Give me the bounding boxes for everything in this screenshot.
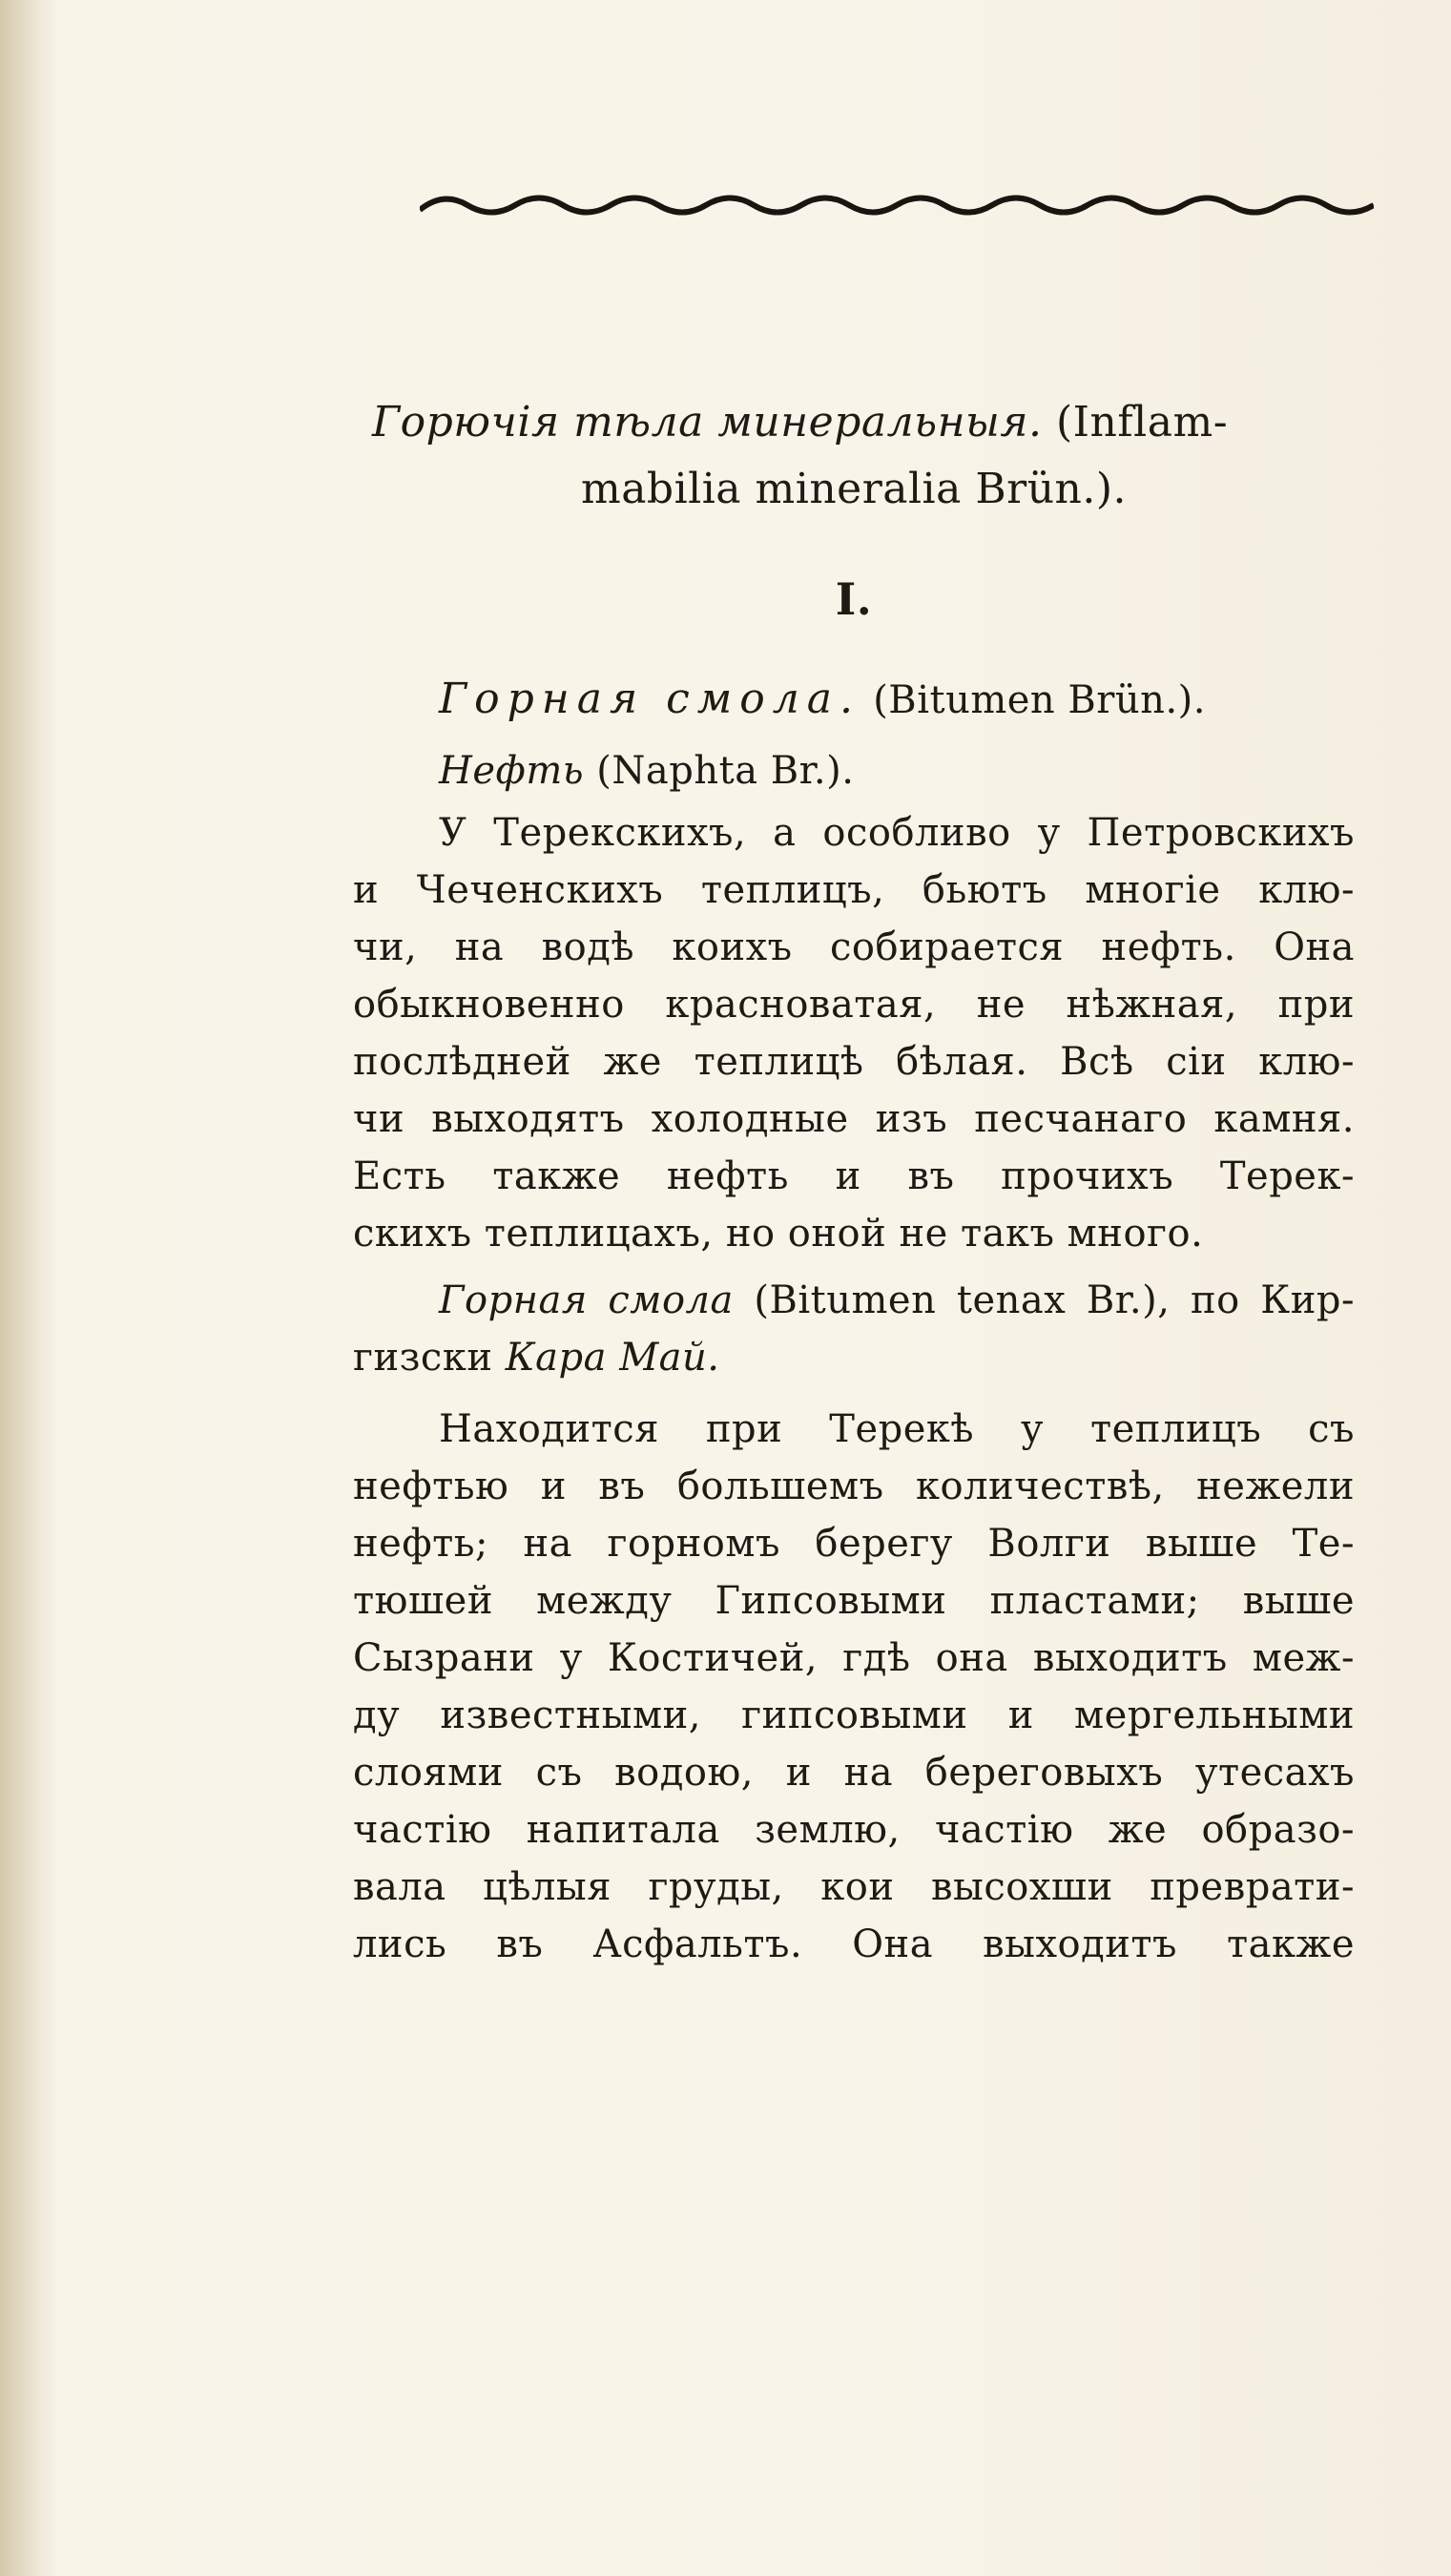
paragraph1-line: послѣдней же теплицѣ бѣлая. Всѣ сіи клю- (353, 1040, 1355, 1084)
kirgiz-prefix: гизски (353, 1336, 506, 1380)
heading-line-2: mabilia mineralia Brün.). (580, 465, 1128, 513)
paragraph2-line: слоями съ водою, и на береговыхъ утесахъ (353, 1751, 1355, 1795)
paragraph1-line: обыкновенно красноватая, не нѣжная, при (353, 983, 1355, 1027)
paragraph1-line: и Чеченскихъ теплицъ, бьютъ многіе клю- (353, 868, 1355, 912)
naphta-term: Нефть (439, 749, 585, 793)
paragraph2-line: нефтью и въ большемъ количествѣ, нежели (353, 1465, 1355, 1508)
subheading-russian: Горная смола. (439, 675, 860, 723)
naphta-latin: (Naphta Br.). (584, 749, 855, 793)
paragraph2-line: Сызрани у Костичей, гдѣ она выходитъ меж- (353, 1636, 1355, 1680)
paragraph2-line: вала цѣлыя груды, кои высохши преврати- (353, 1865, 1355, 1909)
paragraph2-line: Находится при Терекѣ у теплицъ съ (439, 1407, 1355, 1451)
bitumen-heading (353, 1274, 1355, 1327)
paragraph2-line: ду известными, гипсовыми и мергельными (353, 1693, 1355, 1737)
kirgiz-name: Кара Май. (505, 1336, 720, 1380)
paragraph2-line: нефть; на горномъ берегу Волги выше Те- (353, 1522, 1355, 1566)
paragraph1-line: чи, на водѣ коихъ собирается нефть. Она (353, 925, 1355, 969)
kirgiz-line (353, 1331, 1355, 1384)
page-gutter-shadow (0, 0, 57, 2576)
heading-russian: Горючія тѣла минеральныя. (372, 398, 1043, 447)
bitumen-rest: (Bitumen tenax Br.), по Кир- (733, 1278, 1355, 1322)
heading-line-1 (372, 396, 1374, 449)
paragraph1-line: Есть также нефть и въ прочихъ Терек- (353, 1154, 1355, 1198)
bitumen-term: Горная смола (439, 1278, 734, 1322)
paragraph2-line: тюшей между Гипсовыми пластами; выше (353, 1579, 1355, 1623)
paragraph2-line: частію напитала землю, частію же образо- (353, 1808, 1355, 1852)
paragraph1-line: У Терекскихъ, а особливо у Петровскихъ (439, 811, 1355, 855)
section-number: I. (835, 573, 873, 625)
subheading (353, 673, 1355, 727)
subheading-latin: (Bitumen Brün.). (860, 678, 1206, 722)
naphta-heading (353, 744, 1355, 798)
paragraph1-line: чи выходятъ холодные изъ песчанаго камня. (353, 1097, 1355, 1141)
paragraph2-line: лись въ Асфальтъ. Она выходитъ также (353, 1922, 1355, 1966)
wave-ornament-divider (420, 186, 1374, 224)
paragraph1-line: скихъ теплицахъ, но оной не такъ много. (353, 1212, 1204, 1256)
heading-latin: (Inflam- (1042, 398, 1229, 447)
